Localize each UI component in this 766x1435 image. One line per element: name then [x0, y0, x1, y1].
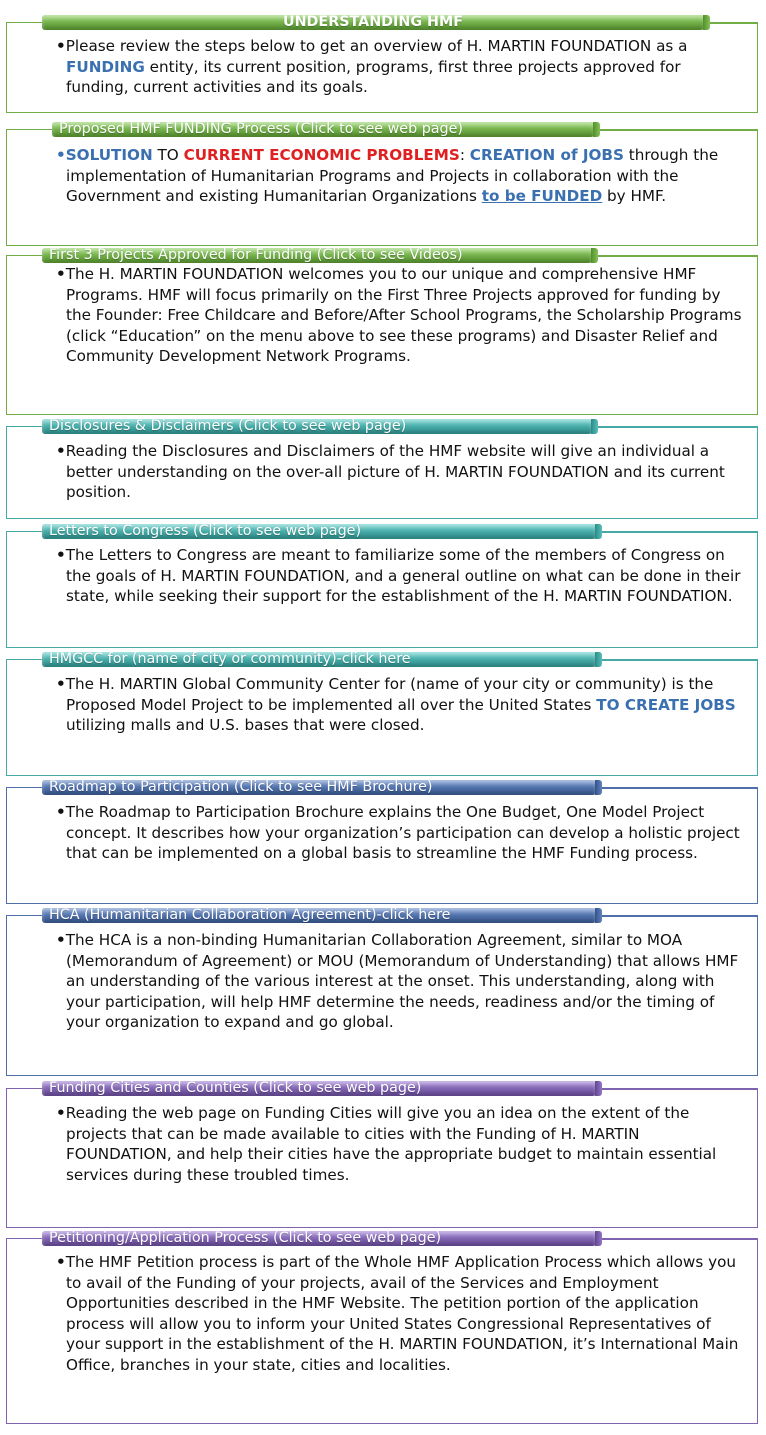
section-title: HMGCC for (name of city or community)-click here [49, 651, 411, 667]
highlighted-text: TO CREATE JOBS [596, 695, 736, 714]
body-text: utilizing malls and U.S. bases that were closed. [66, 716, 425, 735]
section-title-banner [42, 15, 710, 30]
bullet-icon: • [56, 546, 66, 564]
section-header-line [596, 255, 758, 257]
section-title: Disclosures & Disclaimers (Click to see web page) [49, 418, 407, 434]
body-text: TO [152, 146, 184, 164]
bullet-icon: • [56, 146, 66, 164]
banner-end-cap [595, 1231, 602, 1246]
body-text: Reading the web page on Funding Cities will give you an idea on the extent of the projects that can be made available to cities with the Funding of H. MARTIN FOUNDATION, and help their cities have the appropriate budget to maintain essential services during these troubled times. [65, 1104, 717, 1184]
section-link-banner[interactable] [42, 780, 602, 795]
bullet-icon: • [56, 37, 66, 55]
bullet-icon: • [56, 931, 66, 949]
body-text: The Letters to Congress are meant to familiarize some of the members of Congress on the goals of H. MARTIN FOUNDATION, and a general outline on what can be done in their state, while seeking their support for the establishment of the H. MARTIN FOUNDATION. [65, 546, 741, 606]
section-title: UNDERSTANDING HMF [282, 14, 463, 30]
section-title: HCA (Humanitarian Collaboration Agreement)-click here [49, 907, 451, 923]
body-text: Please review the steps below to get an overview of H. MARTIN FOUNDATION as a [65, 37, 688, 55]
bullet-icon: • [56, 265, 66, 283]
section-title: Petitioning/Application Process (Click to see web page) [49, 1230, 442, 1246]
body-text: through the implementation of Humanitarian Programs and Projects in collaboration with the Government and existing Humanitarian Organizations [66, 146, 719, 206]
section-description [56, 36, 746, 98]
section-header-line [600, 787, 758, 789]
bullet-icon: • [56, 675, 66, 693]
banner-end-cap [595, 524, 602, 539]
section-link-banner[interactable] [52, 122, 600, 137]
banner-end-cap [591, 419, 598, 434]
body-text: by HMF. [602, 187, 667, 206]
body-text: The H. MARTIN Global Community Center for (name of your city or community) is the Proposed Model Project to be implemented all over the United States [65, 675, 714, 714]
section-title: Funding Cities and Counties (Click to see web page) [49, 1080, 422, 1096]
section-title: Roadmap to Participation (Click to see HMF Brochure) [49, 779, 433, 795]
section-header-line [600, 659, 758, 661]
section-link-banner[interactable] [42, 1231, 602, 1246]
section-header-line [600, 1088, 758, 1090]
banner-end-cap [703, 15, 710, 30]
section-description [56, 1103, 746, 1185]
banner-end-cap [595, 780, 602, 795]
section-header-line [598, 129, 758, 131]
banner-end-cap [595, 1081, 602, 1096]
body-text: The HCA is a non-binding Humanitarian Collaboration Agreement, similar to MOA (Memorandum of Agreement) or MOU (Memorandum of Understanding) that allows HMF an understanding of the various interest at the onset. This understanding, along with your participation, will help HMF determine the needs, readiness and/or the timing of your organization to expand and go global. [65, 931, 739, 1032]
section-header-line [600, 1238, 758, 1240]
body-text: Reading the Disclosures and Disclaimers of the HMF website will give an individual a better understanding on the over-all picture of H. MARTIN FOUNDATION and its current position. [65, 442, 725, 502]
section-link-banner[interactable] [42, 419, 598, 434]
section-description [56, 145, 746, 207]
section-description [56, 802, 746, 864]
highlighted-text: SOLUTION [65, 146, 153, 164]
section-link-banner[interactable] [42, 248, 598, 263]
bullet-icon: • [56, 442, 66, 460]
body-text: The HMF Petition process is part of the Whole HMF Application Process which allows you to avail of the Funding of your projects, avail of the Services and Employment Opportunities described in the HMF Website. The petition portion of the application process will allow you to inform your United States Congressional Representatives of your support in the establishment of the H. MARTIN FOUNDATION, it’s International Main Office, branches in your state, cities and localities. [65, 1253, 739, 1374]
section-title: First 3 Projects Approved for Funding (Click to see Videos) [49, 247, 463, 263]
section-link-banner[interactable] [42, 652, 602, 667]
body-text: The Roadmap to Participation Brochure explains the One Budget, One Model Project concept. It describes how your organization’s participation can develop a holistic project that can be implemented on a global basis to streamline the HMF Funding process. [65, 803, 740, 863]
body-text: : [459, 146, 470, 164]
section-link-banner[interactable] [42, 908, 602, 923]
section-description [56, 674, 746, 736]
section-description [56, 441, 746, 503]
highlighted-text[interactable]: to be FUNDED [481, 187, 603, 206]
banner-end-cap [595, 652, 602, 667]
section-title: Letters to Congress (Click to see web page) [49, 523, 362, 539]
bullet-icon: • [56, 1253, 66, 1271]
highlighted-text: CREATION of JOBS [469, 146, 624, 164]
section-title: Proposed HMF FUNDING Process (Click to see web page) [59, 121, 463, 137]
banner-end-cap [591, 248, 598, 263]
section-link-banner[interactable] [42, 524, 602, 539]
section-link-banner[interactable] [42, 1081, 602, 1096]
section-description [56, 930, 746, 1033]
section-header-line [600, 531, 758, 533]
section-header-line [600, 915, 758, 917]
bullet-icon: • [56, 1104, 66, 1122]
banner-end-cap [593, 122, 600, 137]
section-header-line [708, 22, 758, 24]
section-description [56, 1252, 746, 1376]
body-text: entity, its current position, programs, first three projects approved for funding, current activities and its goals. [66, 57, 681, 97]
highlighted-text: CURRENT ECONOMIC PROBLEMS [183, 146, 460, 164]
body-text: The H. MARTIN FOUNDATION welcomes you to our unique and comprehensive HMF Programs. HMF will focus primarily on the First Three Projects approved for funding by the Founder: Free Childcare and Before/After School Programs, the Scholarship Programs (click “Education” on the menu above to see these programs) and Disaster Relief and Community Development Network Programs. [65, 265, 742, 366]
banner-end-cap [595, 908, 602, 923]
section-description [56, 545, 746, 607]
highlighted-text: FUNDING [66, 57, 145, 76]
section-header-line [596, 426, 758, 428]
bullet-icon: • [56, 803, 66, 821]
section-description [56, 264, 746, 367]
